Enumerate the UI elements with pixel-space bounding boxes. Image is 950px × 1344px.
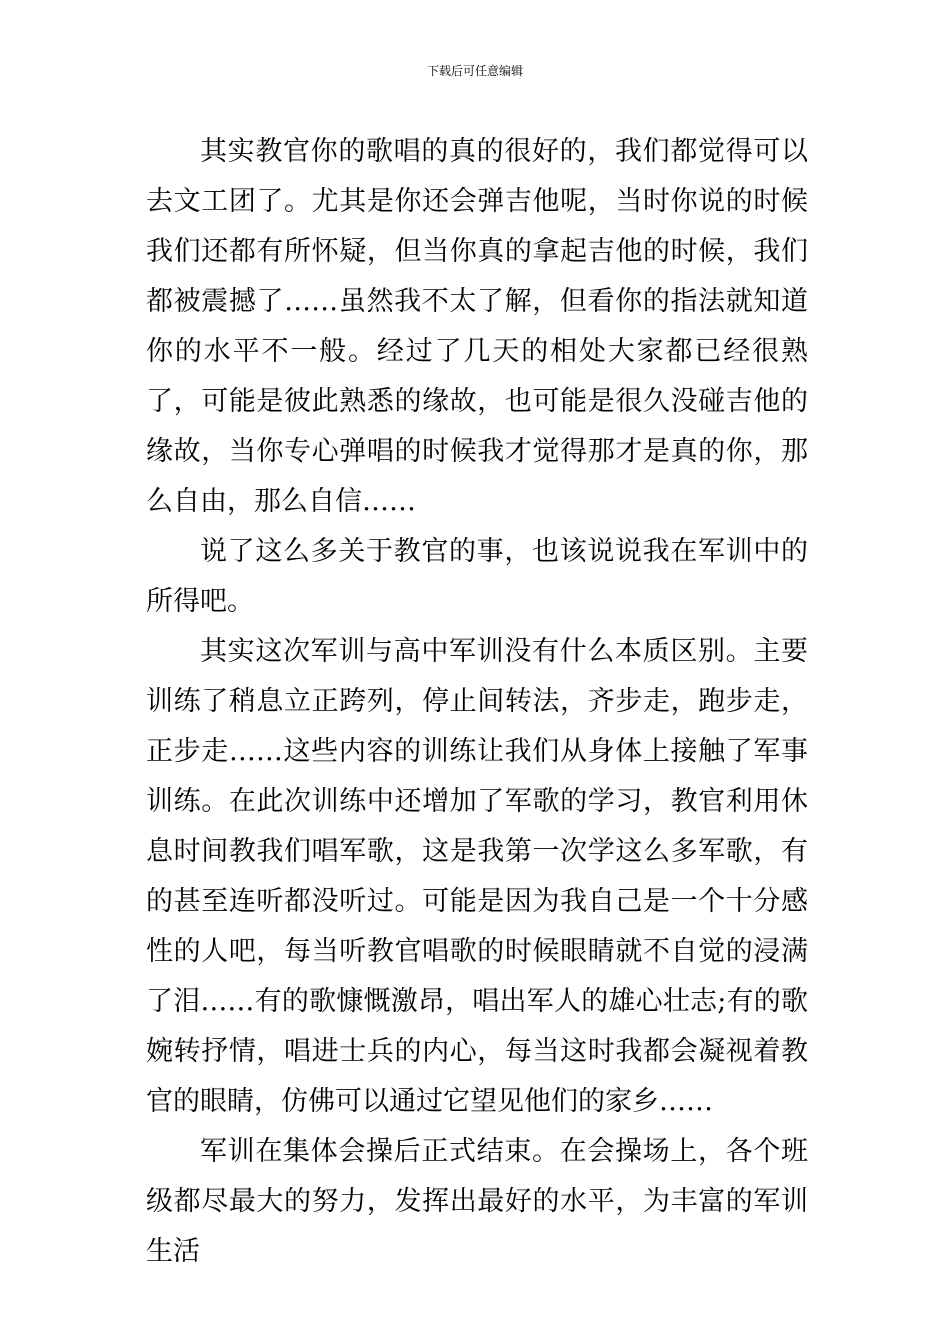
document-body xyxy=(146,127,808,1277)
page-header: 下载后可任意编辑 xyxy=(426,64,523,78)
paragraph-gains-intro: 说了这么多关于教官的事，也该说说我在军训中的所得吧。 xyxy=(146,536,808,617)
paragraph-instructor-singing: 其实教官你的歌唱的真的很好的，我们都觉得可以去文工团了。尤其是你还会弹吉他呢，当时你说的时候我们还都有所怀疑，但当你真的拿起吉他的时候，我们都被震撼了……虽然我不太了解，但看你的指法就知道你的水平不一般。经过了几天的相处大家都已经很熟了，可能是彼此熟悉的缘故，也可能是很久没碰吉他的缘故，当你专心弹唱的时候我才觉得那才是真的你，那么自由，那么自信…… xyxy=(146,136,808,517)
paragraph-training-content: 其实这次军训与高中军训没有什么本质区别。主要训练了稍息立正跨列，停止间转法，齐步走，跑步走，正步走……这些内容的训练让我们从身体上接触了军事训练。在此次训练中还增加了军歌的学习，教官利用休息时间教我们唱军歌，这是我第一次学这么多军歌，有的甚至连听都没听过。可能是因为我自己是一个十分感性的人吧，每当听教官唱歌的时候眼睛就不自觉的浸满了泪……有的歌慷慨激昂，唱出军人的雄心壮志;有的歌婉转抒情，唱进士兵的内心，每当这时我都会凝视着教官的眼睛，仿佛可以通过它望见他们的家乡…… xyxy=(146,636,808,1117)
paragraph-training-end: 军训在集体会操后正式结束。在会操场上，各个班级都尽最大的努力，发挥出最好的水平，为丰富的军训生活 xyxy=(146,1136,808,1267)
